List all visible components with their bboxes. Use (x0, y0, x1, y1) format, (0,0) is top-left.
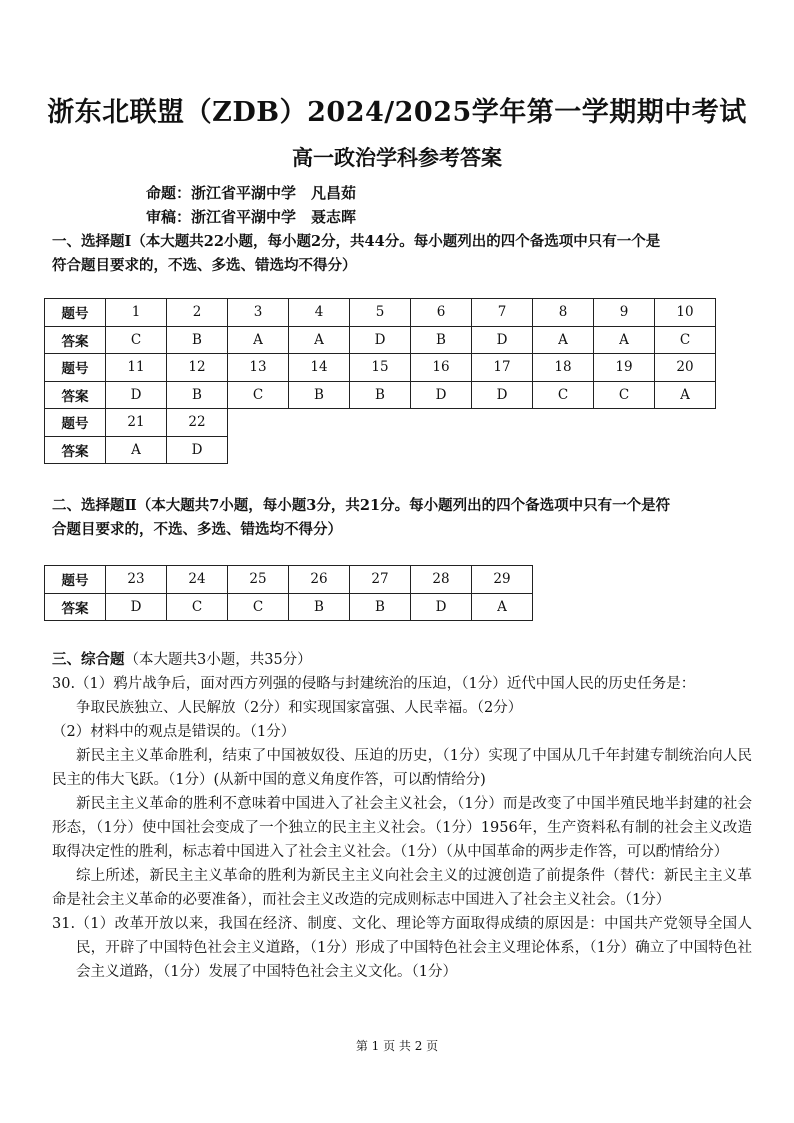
question-number-cell: 29 (472, 566, 533, 594)
question-number-cell: 11 (106, 354, 167, 382)
question-number-cell: 22 (167, 409, 228, 437)
answer-cell: C (167, 593, 228, 621)
question-number-cell: 23 (106, 566, 167, 594)
answer-cell: B (350, 593, 411, 621)
question-number-cell: 20 (655, 354, 716, 382)
answer-cell: C (594, 381, 655, 409)
answer-cell: C (106, 326, 167, 354)
question-number-cell: 7 (472, 299, 533, 327)
section1-answer-table (44, 298, 716, 464)
question-number-cell: 10 (655, 299, 716, 327)
question-number-cell: 15 (350, 354, 411, 382)
q31-part1: 31.（1）改革开放以来，我国在经济、制度、文化、理论等方面取得成绩的原因是：中国共产党领导全国人民，开辟了中国特色社会主义道路，（1分）形成了中国特色社会主义理论体系，（1分）确立了中国特色社会主义道路，（1分）发展了中国特色社会主义文化。（1分） (52, 916, 752, 980)
question-number-cell: 5 (350, 299, 411, 327)
answer-cell: C (655, 326, 716, 354)
document-title: 浙东北联盟（ZDB）2024/2025学年第一学期期中考试 (47, 97, 747, 128)
row-label-answer: 答案 (45, 381, 106, 409)
q30-part1-line1: 30.（1）鸦片战争后，面对西方列强的侵略与封建统治的压迫，（1分）近代中国人民的历史任务是： (52, 676, 696, 692)
answer-cell: A (472, 593, 533, 621)
question-number-cell: 6 (411, 299, 472, 327)
section2-heading-line2: 合题目要求的，不选、多选、错选均不得分） (52, 521, 342, 538)
section1-heading (52, 230, 752, 278)
section2-heading-line1: 二、选择题Ⅱ（本大题共7小题，每小题3分，共21分。每小题列出的四个备选项中只有一个是符 (52, 497, 671, 514)
question-number-cell: 13 (228, 354, 289, 382)
answer-cell: B (411, 326, 472, 354)
question-number-cell: 25 (228, 566, 289, 594)
row-label-question: 题号 (45, 354, 106, 382)
section1-heading-line2: 符合题目要求的，不选、多选、错选均不得分） (52, 257, 357, 274)
q30-paragraph-3: 综上所述，新民主主义革命的胜利为新民主主义向社会主义的过渡创造了前提条件（替代：新民主主义革命是社会主义革命的必要准备），而社会主义改造的完成则标志中国进入了社会主义社会。（1分） (52, 868, 752, 908)
section3-heading (52, 648, 752, 672)
q30-paragraph-2: 新民主主义革命的胜利不意味着中国进入了社会主义社会，（1分）而是改变了中国半殖民地半封建的社会形态，（1分）使中国社会变成了一个独立的民主主义社会。（1分）1956年，生产资料私有制的社会主义改造取得决定性的胜利，标志着中国进入了社会主义社会。（1分）（从中国革命的两步走作答，可以酌情给分） (52, 796, 752, 860)
answer-cell: D (472, 381, 533, 409)
row-label-answer: 答案 (45, 436, 106, 464)
question-number-cell: 4 (289, 299, 350, 327)
question-number-cell: 24 (167, 566, 228, 594)
page-number: 第 1 页 共 2 页 (355, 1039, 439, 1053)
section2-answer-table (44, 565, 533, 621)
answer-cell: A (106, 436, 167, 464)
question-number-cell: 26 (289, 566, 350, 594)
answer-cell: D (106, 381, 167, 409)
section3-heading-title: 三、综合题 (52, 651, 125, 668)
section1-heading-line1: 一、选择题Ⅰ（本大题共22小题，每小题2分，共44分。每小题列出的四个备选项中只有一个是 (52, 233, 661, 250)
table-row (45, 354, 716, 382)
answer-cell: B (289, 593, 350, 621)
question-number-cell: 3 (228, 299, 289, 327)
answer-cell: A (655, 381, 716, 409)
row-label-question: 题号 (45, 299, 106, 327)
answer-cell: B (167, 381, 228, 409)
row-label-answer: 答案 (45, 593, 106, 621)
table-row (45, 326, 716, 354)
question-number-cell: 12 (167, 354, 228, 382)
answer-cell: A (228, 326, 289, 354)
question-number-cell: 14 (289, 354, 350, 382)
section2-heading (52, 494, 752, 542)
question-number-cell: 16 (411, 354, 472, 382)
answer-cell: D (411, 593, 472, 621)
table-row (45, 436, 716, 464)
q30-part2-heading: （2）材料中的观点是错误的。（1分） (52, 724, 296, 740)
question-number-cell: 28 (411, 566, 472, 594)
answer-cell: D (167, 436, 228, 464)
table-row (45, 593, 533, 621)
question-number-cell: 19 (594, 354, 655, 382)
question-number-cell: 21 (106, 409, 167, 437)
answer-cell: A (289, 326, 350, 354)
answer-cell: C (228, 593, 289, 621)
answer-cell: C (533, 381, 594, 409)
question-number-cell: 18 (533, 354, 594, 382)
answer-cell: A (533, 326, 594, 354)
question-number-cell: 9 (594, 299, 655, 327)
q30-part1-line2: 争取民族独立、人民解放（2分）和实现国家富强、人民幸福。（2分） (76, 700, 523, 716)
question-number-cell: 1 (106, 299, 167, 327)
section3-body (52, 672, 752, 984)
answer-cell: D (106, 593, 167, 621)
question-number-cell: 2 (167, 299, 228, 327)
answer-cell: D (350, 326, 411, 354)
table-row (45, 409, 716, 437)
setter-line: 命题：浙江省平湖中学 凡昌茹 (146, 184, 357, 202)
answer-cell: C (228, 381, 289, 409)
row-label-question: 题号 (45, 566, 106, 594)
answer-cell: B (350, 381, 411, 409)
table-row (45, 299, 716, 327)
answer-cell: D (411, 381, 472, 409)
reviewer-line: 审稿：浙江省平湖中学 聂志晖 (146, 208, 357, 226)
answer-cell: D (472, 326, 533, 354)
row-label-question: 题号 (45, 409, 106, 437)
answer-cell: B (289, 381, 350, 409)
question-number-cell: 8 (533, 299, 594, 327)
table-row (45, 381, 716, 409)
q30-paragraph-1: 新民主主义革命胜利，结束了中国被奴役、压迫的历史，（1分）实现了中国从几千年封建专制统治向人民民主的伟大飞跃。（1分）(从新中国的意义角度作答，可以酌情给分) (52, 748, 752, 788)
row-label-answer: 答案 (45, 326, 106, 354)
table-row (45, 566, 533, 594)
section3-heading-note: （本大题共3小题，共35分） (124, 652, 312, 668)
answer-cell: B (167, 326, 228, 354)
question-number-cell: 27 (350, 566, 411, 594)
question-number-cell: 17 (472, 354, 533, 382)
document-subtitle: 高一政治学科参考答案 (292, 145, 502, 170)
answer-cell: A (594, 326, 655, 354)
